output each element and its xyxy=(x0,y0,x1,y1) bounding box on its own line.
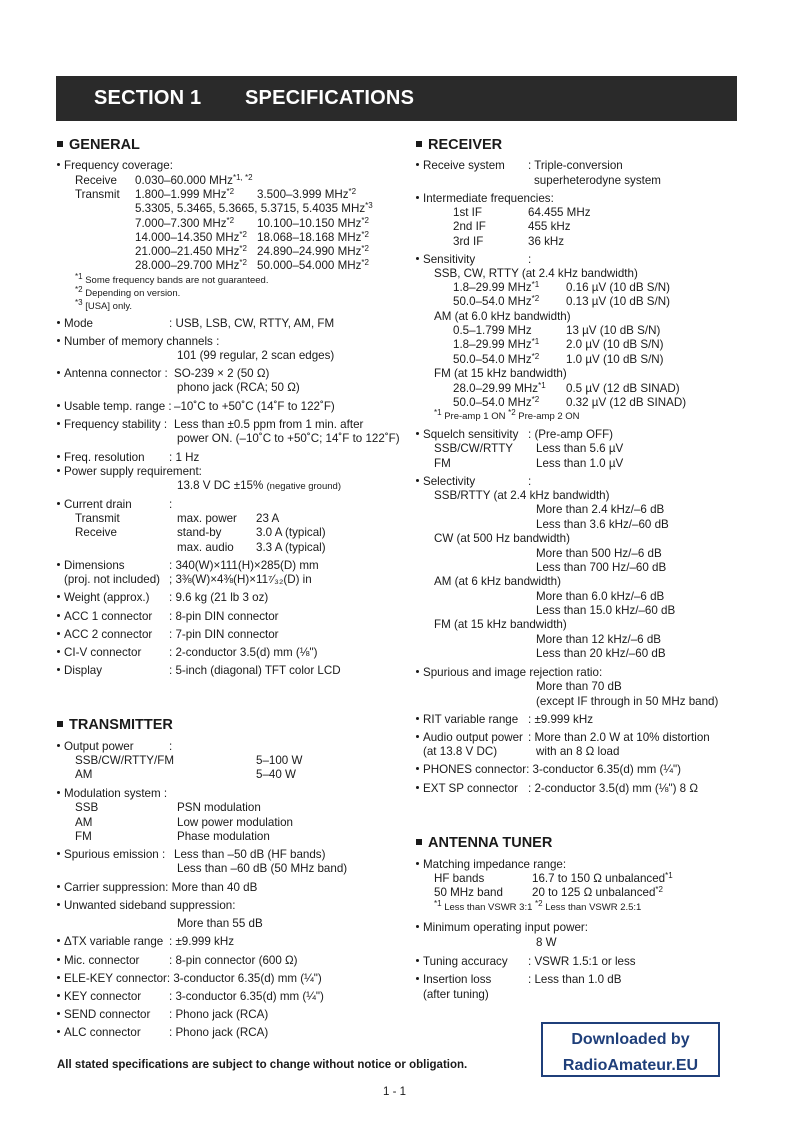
spec-label: Receive xyxy=(75,174,117,187)
spec-value: 455 kHz xyxy=(528,220,571,233)
spec-colon: : xyxy=(528,475,532,488)
spec-mode: Mode xyxy=(57,317,93,331)
spec-label: (at 13.8 V DC) xyxy=(423,745,498,758)
spec-value: 5–40 W xyxy=(256,768,296,781)
spec-label: SSB/CW/RTTY xyxy=(434,442,514,455)
spec-subheading: AM (at 6 kHz bandwidth) xyxy=(434,575,561,588)
spec-value: 21.000–21.450 MHz$^{*2}$ xyxy=(135,244,247,258)
spec-value: ; 3⅜(W)×4⅜(H)×11⁷⁄₃₂(D) in xyxy=(169,573,312,586)
spec-label: 1.8–29.99 MHz$^{*1}$ xyxy=(453,337,540,351)
spec-value: 0.13 µV (10 dB S/N) xyxy=(566,295,670,308)
spec-acc2: ACC 2 connector xyxy=(57,628,152,642)
spec-ele-key: ELE-KEY connector: 3-conductor 6.35(d) mm (¼") xyxy=(57,972,322,986)
spec-value: : 2-conductor 3.5(d) mm (⅛") 8 Ω xyxy=(528,782,698,795)
spec-value: (except IF through in 50 MHz band) xyxy=(536,695,719,708)
spec-value: 14.000–14.350 MHz$^{*2}$ xyxy=(135,230,247,244)
spec-value: : 8-pin connector (600 Ω) xyxy=(169,954,298,967)
receiver-heading: RECEIVER xyxy=(416,137,502,153)
spec-subheading: SSB/RTTY (at 2.4 kHz bandwidth) xyxy=(434,489,610,502)
spec-value: : Less than 1.0 dB xyxy=(528,973,622,986)
spec-value: Low power modulation xyxy=(177,816,294,829)
spec-label: 28.0–29.99 MHz$^{*1}$ xyxy=(453,381,546,395)
spec-unwanted-sideband: Unwanted sideband suppression: xyxy=(57,899,235,913)
spec-label: 2nd IF xyxy=(453,220,486,233)
spec-label: Receive xyxy=(75,526,117,539)
spec-temperature: Usable temp. range : xyxy=(57,400,172,414)
spec-value: More than 500 Hz/–6 dB xyxy=(536,547,662,560)
transmitter-heading: TRANSMITTER xyxy=(57,717,173,733)
spec-value: More than 6.0 kHz/–6 dB xyxy=(536,590,665,603)
spec-label: (proj. not included) xyxy=(64,573,161,586)
spec-value: More than 70 dB xyxy=(536,680,622,693)
spec-value: 3.0 A (typical) xyxy=(256,526,326,539)
spec-value: 3.500–3.999 MHz$^{*2}$ xyxy=(257,187,357,201)
spec-value: power ON. (–10˚C to +50˚C; 14˚F to 122˚F) xyxy=(177,432,400,445)
spec-value: 64.455 MHz xyxy=(528,206,591,219)
spec-spurious-emission: Spurious emission : xyxy=(57,848,165,862)
spec-label: 0.5–1.799 MHz xyxy=(453,324,532,337)
spec-label: FM xyxy=(75,830,92,843)
spec-value: : 5-inch (diagonal) TFT color LCD xyxy=(169,664,341,677)
spec-mic: Mic. connector xyxy=(57,954,139,968)
spec-value: Less than –60 dB (50 MHz band) xyxy=(177,862,348,875)
spec-label: Transmit xyxy=(75,188,120,201)
spec-label: (after tuning) xyxy=(423,988,489,1001)
page-title: SPECIFICATIONS xyxy=(245,87,415,109)
spec-value: : More than 2.0 W at 10% distortion xyxy=(528,731,710,744)
spec-spurious-rejection: Spurious and image rejection ratio: xyxy=(416,666,602,680)
spec-value: : Phono jack (RCA) xyxy=(169,1026,269,1039)
spec-value: 13.8 V DC ±15% (negative ground) xyxy=(177,479,341,492)
spec-value: PSN modulation xyxy=(177,801,261,814)
spec-value: 7.000–7.300 MHz$^{*2}$ xyxy=(135,216,235,230)
spec-alc: ALC connector xyxy=(57,1026,141,1040)
spec-value: 5.3305, 5.3465, 5.3665, 5.3715, 5.4035 MHz$^{*3}$ xyxy=(135,201,373,215)
spec-subheading: FM (at 15 kHz bandwidth) xyxy=(434,367,567,380)
spec-value: 36 kHz xyxy=(528,235,565,248)
spec-value: : USB, LSB, CW, RTTY, AM, FM xyxy=(169,317,335,330)
spec-value: 18.068–18.168 MHz$^{*2}$ xyxy=(257,230,369,244)
spec-value: 8 W xyxy=(536,936,557,949)
spec-value: 28.000–29.700 MHz$^{*2}$ xyxy=(135,258,247,272)
spec-selectivity: Selectivity xyxy=(416,475,475,489)
section-number: SECTION 1 xyxy=(94,87,202,109)
spec-value: : 7-pin DIN connector xyxy=(169,628,279,641)
spec-value: 0.5 µV (12 dB SINAD) xyxy=(566,382,680,395)
spec-value: : 8-pin DIN connector xyxy=(169,610,279,623)
spec-value: SO-239 × 2 (50 Ω) xyxy=(174,367,270,380)
spec-value: Less than –50 dB (HF bands) xyxy=(174,848,326,861)
spec-value: Less than 1.0 µV xyxy=(536,457,624,470)
spec-label: max. audio xyxy=(177,541,234,554)
spec-value: : ±9.999 kHz xyxy=(528,713,594,726)
spec-if: Intermediate frequencies: xyxy=(416,192,554,206)
spec-value: 3.3 A (typical) xyxy=(256,541,326,554)
spec-value: 10.100–10.150 MHz$^{*2}$ xyxy=(257,216,369,230)
spec-current-drain: Current drain xyxy=(57,498,132,512)
spec-receive-system: Receive system xyxy=(416,159,505,173)
footnote: $^{*3}$ [USA] only. xyxy=(75,298,133,312)
page-number: 1 - 1 xyxy=(383,1086,407,1098)
spec-matching-impedance: Matching impedance range: xyxy=(416,858,566,872)
spec-value: Phase modulation xyxy=(177,830,270,843)
spec-power-supply: Power supply requirement: xyxy=(57,465,202,479)
spec-value: 5–100 W xyxy=(256,754,303,767)
spec-label: stand-by xyxy=(177,526,222,539)
spec-squelch: Squelch sensitivity xyxy=(416,428,518,442)
download-badge[interactable] xyxy=(541,1022,720,1077)
spec-value: : (Pre-amp OFF) xyxy=(528,428,614,441)
spec-ext-sp: EXT SP connector xyxy=(416,782,518,796)
spec-value: Less than 15.0 kHz/–60 dB xyxy=(536,604,676,617)
spec-label: 1.8–29.99 MHz$^{*1}$ xyxy=(453,280,540,294)
spec-colon: : xyxy=(528,253,532,266)
spec-antenna: Antenna connector : xyxy=(57,367,168,381)
spec-audio-output: Audio output power xyxy=(416,731,523,745)
spec-value: : Triple-conversion xyxy=(528,159,623,172)
spec-resolution: Freq. resolution xyxy=(57,451,145,465)
spec-value: –10˚C to +50˚C (14˚F to 122˚F) xyxy=(174,400,335,413)
spec-value: Less than 5.6 µV xyxy=(536,442,624,455)
spec-value: : Phono jack (RCA) xyxy=(169,1008,269,1021)
spec-value: Less than ±0.5 ppm from 1 min. after xyxy=(174,418,364,431)
spec-colon: : xyxy=(169,498,173,511)
spec-carrier-suppression: Carrier suppression: More than 40 dB xyxy=(57,881,257,895)
spec-label: 1st IF xyxy=(453,206,482,219)
spec-label: 50.0–54.0 MHz$^{*2}$ xyxy=(453,352,540,366)
spec-label: 3rd IF xyxy=(453,235,484,248)
spec-label: max. power xyxy=(177,512,237,525)
spec-value: 0.16 µV (10 dB S/N) xyxy=(566,281,670,294)
footnote: $^{*1}$ Pre-amp 1 ON $^{*2}$ Pre-amp 2 ON xyxy=(434,408,580,422)
spec-delta-tx: ΔTX variable range xyxy=(57,935,163,949)
footnote: $^{*2}$ Depending on version. xyxy=(75,285,181,299)
spec-value: Less than 3.6 kHz/–60 dB xyxy=(536,518,669,531)
spec-weight: Weight (approx.) xyxy=(57,591,150,605)
spec-value: : ±9.999 kHz xyxy=(169,935,235,948)
spec-value: 2.0 µV (10 dB S/N) xyxy=(566,338,664,351)
section-header xyxy=(56,76,737,121)
antenna-tuner-heading: ANTENNA TUNER xyxy=(416,835,552,851)
spec-label: FM xyxy=(434,457,451,470)
spec-label: SSB/CW/RTTY/FM xyxy=(75,754,174,767)
spec-label: AM xyxy=(75,768,93,781)
spec-value: 101 (99 regular, 2 scan edges) xyxy=(177,349,335,362)
spec-memory-channels: Number of memory channels : xyxy=(57,335,219,349)
spec-display: Display xyxy=(57,664,102,678)
general-heading: GENERAL xyxy=(57,137,140,153)
spec-value: 16.7 to 150 Ω unbalanced$^{*1}$ xyxy=(532,871,673,885)
spec-value: : 340(W)×111(H)×285(D) mm xyxy=(169,559,319,572)
spec-value: : 2-conductor 3.5(d) mm (⅛") xyxy=(169,646,318,659)
spec-value: with an 8 Ω load xyxy=(536,745,620,758)
spec-subheading: AM (at 6.0 kHz bandwidth) xyxy=(434,310,571,323)
spec-label: AM xyxy=(75,816,93,829)
spec-value: 0.030–60.000 MHz$^{*1, *2}$ xyxy=(135,173,253,187)
spec-value: : 3-conductor 6.35(d) mm (¼") xyxy=(169,990,324,1003)
spec-dimensions: Dimensions xyxy=(57,559,125,573)
spec-value: 50.000–54.000 MHz$^{*2}$ xyxy=(257,258,369,272)
spec-phones: PHONES connector: 3-conductor 6.35(d) mm (¼") xyxy=(416,763,681,777)
spec-value: 0.32 µV (12 dB SINAD) xyxy=(566,396,687,409)
spec-value: : 9.6 kg (21 lb 3 oz) xyxy=(169,591,269,604)
spec-insertion-loss: Insertion loss xyxy=(416,973,491,987)
spec-label: 50 MHz band xyxy=(434,886,503,899)
spec-value: More than 55 dB xyxy=(177,917,263,930)
spec-min-input-power: Minimum operating input power: xyxy=(416,921,588,935)
spec-rit: RIT variable range xyxy=(416,713,518,727)
spec-frequency-coverage: Frequency coverage: xyxy=(57,159,173,173)
spec-label: SSB xyxy=(75,801,99,814)
spec-value: : VSWR 1.5:1 or less xyxy=(528,955,636,968)
badge-line-2: RadioAmateur.EU xyxy=(562,1057,699,1074)
footnote: $^{*1}$ Some frequency bands are not guaranteed. xyxy=(75,272,269,286)
spec-output-power: Output power xyxy=(57,740,134,754)
badge-line-1: Downloaded by xyxy=(571,1031,690,1048)
spec-value: 1.800–1.999 MHz$^{*2}$ xyxy=(135,187,235,201)
spec-civ: CI-V connector xyxy=(57,646,141,660)
spec-subheading: FM (at 15 kHz bandwidth) xyxy=(434,618,567,631)
spec-label: 50.0–54.0 MHz$^{*2}$ xyxy=(453,294,540,308)
spec-sensitivity: Sensitivity xyxy=(416,253,475,267)
spec-subheading: CW (at 500 Hz bandwidth) xyxy=(434,532,570,545)
spec-value: More than 12 kHz/–6 dB xyxy=(536,633,662,646)
spec-value: 1.0 µV (10 dB S/N) xyxy=(566,353,664,366)
spec-value: 24.890–24.990 MHz$^{*2}$ xyxy=(257,244,369,258)
footnote: $^{*1}$ Less than VSWR 3:1 $^{*2}$ Less than VSWR 2.5:1 xyxy=(434,899,642,913)
spec-value: More than 2.4 kHz/–6 dB xyxy=(536,503,665,516)
spec-colon: : xyxy=(169,740,173,753)
spec-value: superheterodyne system xyxy=(534,174,661,187)
spec-value: Less than 700 Hz/–60 dB xyxy=(536,561,667,574)
spec-label: Transmit xyxy=(75,512,120,525)
spec-value: 13 µV (10 dB S/N) xyxy=(566,324,661,337)
spec-send: SEND connector xyxy=(57,1008,150,1022)
spec-acc1: ACC 1 connector xyxy=(57,610,152,624)
spec-label: 50.0–54.0 MHz$^{*2}$ xyxy=(453,395,540,409)
spec-value: phono jack (RCA; 50 Ω) xyxy=(177,381,300,394)
spec-value: 23 A xyxy=(256,512,280,525)
spec-label: HF bands xyxy=(434,872,485,885)
spec-tuning-accuracy: Tuning accuracy xyxy=(416,955,508,969)
spec-value: : 1 Hz xyxy=(169,451,200,464)
spec-key: KEY connector xyxy=(57,990,141,1004)
spec-stability: Frequency stability : xyxy=(57,418,167,432)
spec-value: 20 to 125 Ω unbalanced$^{*2}$ xyxy=(532,885,663,899)
spec-value: Less than 20 kHz/–60 dB xyxy=(536,647,666,660)
spec-subheading: SSB, CW, RTTY (at 2.4 kHz bandwidth) xyxy=(434,267,638,280)
disclaimer: All stated specifications are subject to change without notice or obligation. xyxy=(57,1059,468,1071)
spec-modulation: Modulation system : xyxy=(57,787,167,801)
